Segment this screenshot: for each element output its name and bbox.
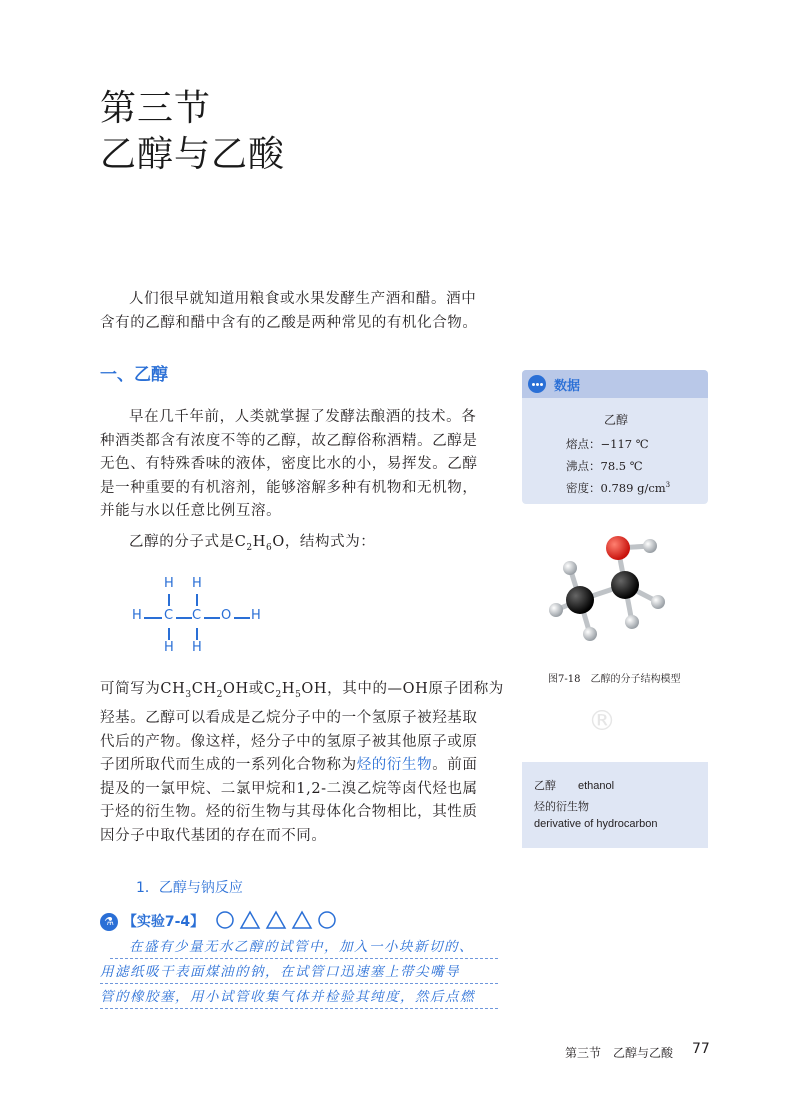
density-value: 0.789 g/cm [600,481,666,495]
cf1-a: CH [160,681,186,697]
experiment-line-3: 管的橡胶塞，用小试管收集气体并检验其纯度，然后点燃 [100,989,475,1005]
bond [144,617,162,619]
bond [234,617,250,619]
bond [196,628,198,640]
experiment-label: 【实验7-4】 [122,914,205,930]
para2-or: 或 [248,681,264,697]
para1-line-2: 种酒类都含有浓度不等的乙醇，故乙醇俗称酒精。乙醇是 [100,432,478,449]
data-box-title: 乙醇 [604,413,629,427]
cf1-a-sub: 3 [185,689,192,700]
experiment-text [100,935,475,1010]
running-footer: 第三节 乙醇与乙酸 [565,1046,674,1060]
subsection-heading: 1．乙醇与钠反应 [136,880,243,896]
formula-intro [129,531,375,560]
para1-line-3: 无色、有特殊香味的液体，密度比水的小，易挥发。乙醇 [100,456,478,472]
molecular-formula [234,534,285,553]
atom-h-bottom-right: H [192,640,202,655]
cf1-c: OH [222,681,249,697]
cf1-b-sub: 2 [216,689,223,700]
hydrogen-atom [643,539,657,553]
density-unit-sup: 3 [665,481,671,490]
bond [204,617,220,619]
boiling-point-value: 78.5 ℃ [600,459,643,473]
melting-point [566,436,649,452]
intro-line-1: 人们很早就知道用粮食或水果发酵生产酒和醋。酒中 [129,291,477,307]
ethanol-paragraph [100,406,500,524]
structural-formula [130,572,270,662]
para2-line-5: 提及的一氯甲烷、二氯甲烷和1,2-二溴乙烷等卤代烃也属 [100,780,478,797]
section-number: 第三节 [100,88,212,129]
safety-icon-row [215,910,339,930]
cf2-c: OH [301,681,328,697]
chapter-title [100,86,285,178]
atom-h-hydroxyl: H [251,608,261,623]
figure-caption: 图7-18 乙醇的分子结构模型 [548,674,681,685]
carbon-atom [611,571,639,599]
oxygen-atom [606,536,630,560]
boiling-point-label: 沸点： [566,459,601,473]
wash-hands-icon [319,912,335,928]
atom-h-left: H [132,608,142,623]
atom-c-2: C [192,608,202,623]
registered-mark: ® [588,704,616,737]
intro-line-2: 含有的乙醇和醋中含有的乙酸是两种常见的有机化合物。 [100,314,478,331]
density-label: 密度： [566,481,601,495]
para2-suffix: ，其中的—OH原子团称为 [327,681,504,697]
atom-h-top-right: H [192,576,202,591]
para2-line-6: 于烃的衍生物。烃的衍生物与其母体化合物相比，其性质 [100,804,478,821]
atom-o: O [221,608,232,623]
experiment-line-2: 用滤纸吸干表面煤油的钠，在试管口迅速塞上带尖嘴导 [100,964,460,980]
para2-line-7: 因分子中取代基团的存在而不同。 [100,827,327,844]
bond [196,594,198,606]
section-title: 乙醇与乙酸 [100,134,286,175]
formula-h-sub: 6 [265,542,273,553]
vocab-entry-1 [534,777,614,793]
intro-paragraph [100,288,500,335]
data-icon [528,375,546,393]
divider [100,1008,498,1009]
bond [168,628,170,640]
carbon-atom [566,586,594,614]
cf1-b: CH [191,681,217,697]
melting-point-label: 熔点： [566,437,601,451]
divider [100,983,498,984]
density [566,480,670,496]
cf2-b: H [281,681,296,697]
bond [176,617,192,619]
boiling-point [566,458,643,474]
para2-l4-prefix: 子团所取代而生成的一系列化合物称为 [100,757,357,774]
vocab-en-2: derivative of hydrocarbon [534,818,658,830]
atom-c-1: C [164,608,174,623]
ethanol-ball-model [540,530,700,660]
hydrogen-atom [563,561,577,575]
data-box-label: 数据 [554,379,581,394]
formula-o: O [272,534,285,550]
page-number: 77 [692,1041,710,1057]
warning-icon [293,912,311,928]
derivative-paragraph [100,678,510,848]
experiment-line-1: 在盛有少量无水乙醇的试管中，加入一小块新切的、 [129,939,474,955]
formula-c: C [234,534,247,550]
para2-line-1 [100,678,510,707]
vocab-en-1: ethanol [578,780,615,792]
cf2-a: C [263,681,276,697]
experiment-header [100,910,339,934]
bond [168,594,170,606]
hydrogen-atom [549,603,563,617]
condensed-formula-1 [160,681,249,700]
melting-point-value: −117 ℃ [600,437,649,451]
safety-icons [215,910,339,934]
fire-hazard-icon [241,912,259,928]
condensed-formula-2 [263,681,328,700]
para1-line-5: 并能与水以任意比例互溶。 [100,503,282,519]
divider [110,958,498,959]
data-box [522,370,708,504]
caution-icon [267,912,285,928]
section-heading-ethanol: 一、乙醇 [100,365,168,385]
experiment-icon: ⚗ [100,913,118,931]
hydrogen-atom [651,595,665,609]
para1-line-4: 是一种重要的有机溶剂，能够溶解多种有机物和无机物， [100,479,478,496]
formula-c-sub: 2 [246,542,253,553]
para2-line-3: 代后的产物。像这样，烃分子中的氢原子被其他原子或原 [100,733,478,750]
cf2-b-sub: 5 [295,689,302,700]
key-term-hydrocarbon-derivative: 烃的衍生物 [356,757,433,774]
hydrogen-atom [583,627,597,641]
atom-h-bottom-left: H [164,640,174,655]
data-box-header [522,370,708,398]
formula-intro-prefix: 乙醇的分子式是 [129,534,235,550]
formula-intro-suffix: ，结构式为： [284,534,376,550]
formula-h: H [252,534,266,550]
vocab-cn-1: 乙醇 [534,779,556,792]
goggles-icon [217,912,233,928]
para2-prefix: 可简写为 [100,681,161,697]
cf2-a-sub: 2 [275,689,282,700]
para2-line-2: 羟基。乙醇可以看成是乙烷分子中的一个氢原子被羟基取 [100,710,478,727]
atom-h-top-left: H [164,576,174,591]
para2-line-4 [100,754,510,778]
vocab-cn-2: 烃的衍生物 [534,800,589,813]
hydrogen-atom [625,615,639,629]
para2-l4-suffix: 。前面 [432,757,478,774]
vocabulary-box [522,762,708,848]
para1-line-1: 早在几千年前，人类就掌握了发酵法酿酒的技术。各 [129,409,477,425]
